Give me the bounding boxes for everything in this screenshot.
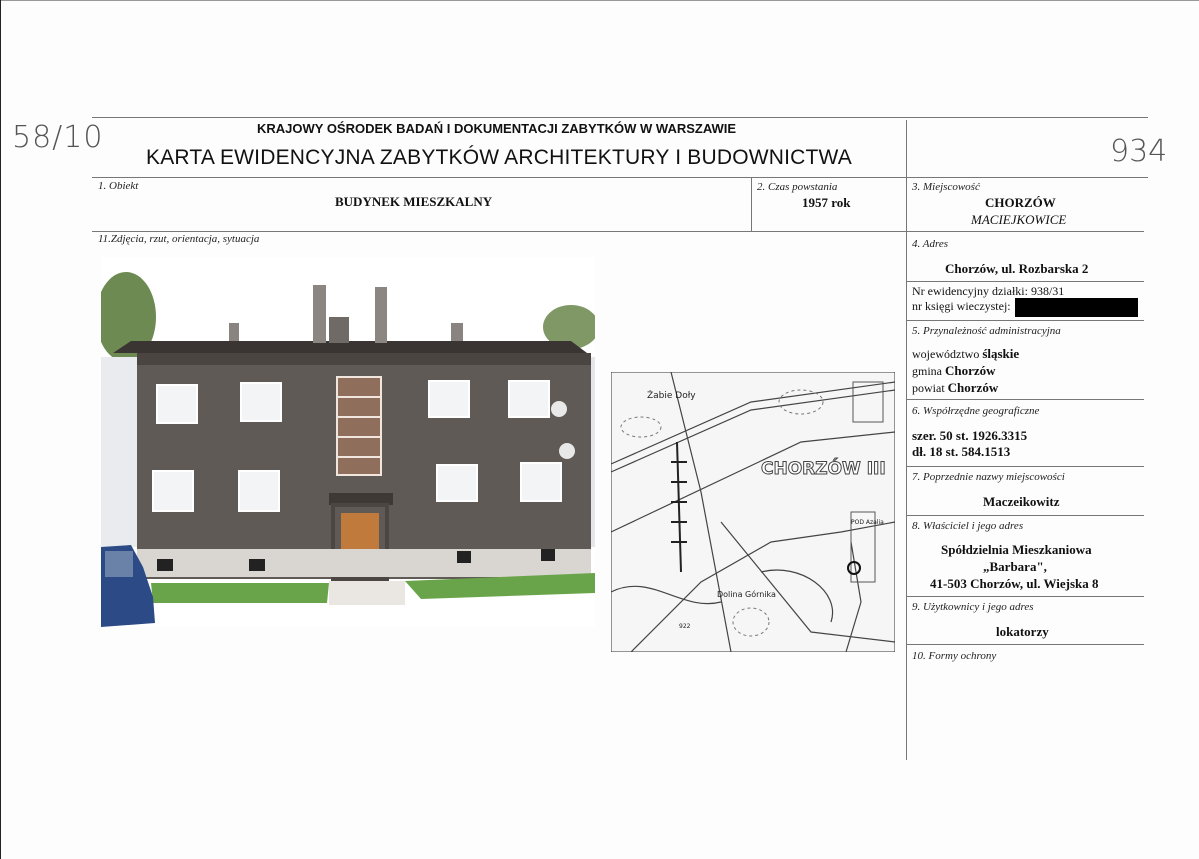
map-district-label: CHORZÓW III	[761, 459, 886, 479]
county-value: Chorzów	[947, 380, 999, 395]
owner-line2: „Barbara",	[983, 559, 1047, 574]
admin-top-rule	[906, 320, 1144, 321]
location-map	[611, 372, 895, 652]
photos-label: 11.Zdjęcia, rzut, orientacja, sytuacja	[98, 233, 260, 245]
protection-top-rule	[906, 644, 1144, 645]
geo-top-rule	[906, 399, 1144, 400]
geo-label: 6. Współrzędne geograficzne	[912, 405, 1040, 417]
geo-latitude: szer. 50 st. 1926.3315	[912, 428, 1028, 443]
row1-bottom-rule	[92, 231, 1144, 232]
former-top-rule	[906, 466, 1144, 467]
date-value: 1957 rok	[802, 195, 851, 210]
commune-prefix: gmina	[912, 364, 942, 378]
header-bottom-rule	[92, 177, 1148, 178]
building-photo	[101, 257, 595, 627]
province-prefix: województwo	[912, 347, 980, 361]
admin-label: 5. Przynależność administracyjna	[912, 325, 1061, 337]
place-label: 3. Miejscowość	[912, 181, 980, 193]
commune-value: Chorzów	[945, 363, 996, 378]
parcel-number: Nr ewidencyjny działki: 938/31	[912, 284, 1065, 298]
users-value: lokatorzy	[996, 624, 1049, 639]
top-rule	[92, 117, 1148, 118]
former-names-value: Maczeikowitz	[983, 494, 1060, 509]
map-place-pod-azalia: POD Azalia	[851, 519, 884, 526]
place-value: CHORZÓW	[985, 195, 1056, 210]
handwritten-right-number: 934	[1110, 134, 1168, 169]
owner-top-rule	[906, 515, 1144, 516]
users-label: 9. Użytkownicy i jego adres	[912, 601, 1034, 613]
handwritten-left-number: 58/10	[12, 120, 104, 155]
owner-line3: 41-503 Chorzów, ul. Wiejska 8	[930, 576, 1099, 591]
date-label: 2. Czas powstania	[757, 181, 838, 193]
map-place-dolina-gornika: Dolina Górnika	[717, 590, 776, 599]
address-value: Chorzów, ul. Rozbarska 2	[945, 261, 1089, 276]
address-top-rule	[906, 281, 1144, 282]
redaction-bar	[1015, 298, 1138, 317]
object-label: 1. Obiekt	[98, 180, 139, 192]
protection-label: 10. Formy ochrony	[912, 650, 997, 662]
date-column-divider	[751, 177, 752, 231]
card-title: KARTA EWIDENCYJNA ZABYTKÓW ARCHITEKTURY I BUDOWNICTWA	[146, 146, 853, 169]
province-line	[912, 346, 1019, 362]
commune-line	[912, 363, 996, 379]
map-road-number: 922	[679, 623, 691, 630]
users-top-rule	[906, 596, 1144, 597]
county-line	[912, 380, 998, 396]
map-place-zabie-doly: Żabie Doły	[647, 391, 696, 401]
address-label: 4. Adres	[912, 238, 949, 250]
province-value: śląskie	[982, 346, 1020, 361]
scan-top-edge	[0, 0, 1199, 1]
institution-name: KRAJOWY OŚRODEK BADAŃ I DOKUMENTACJI ZABYTKÓW W WARSZAWIE	[257, 121, 737, 136]
geo-longitude: dł. 18 st. 584.1513	[912, 444, 1011, 459]
right-column-divider	[906, 120, 907, 760]
scan-left-edge	[0, 0, 1, 859]
object-value: BUDYNEK MIESZKALNY	[335, 194, 493, 209]
place-subvalue: MACIEJKOWICE	[971, 212, 1067, 227]
owner-label: 8. Właściciel i jego adres	[912, 520, 1024, 532]
owner-line1: Spółdzielnia Mieszkaniowa	[941, 542, 1092, 557]
land-register-label: nr księgi wieczystej:	[912, 299, 1011, 313]
county-prefix: powiat	[912, 381, 945, 395]
former-names-label: 7. Poprzednie nazwy miejscowości	[912, 471, 1065, 483]
